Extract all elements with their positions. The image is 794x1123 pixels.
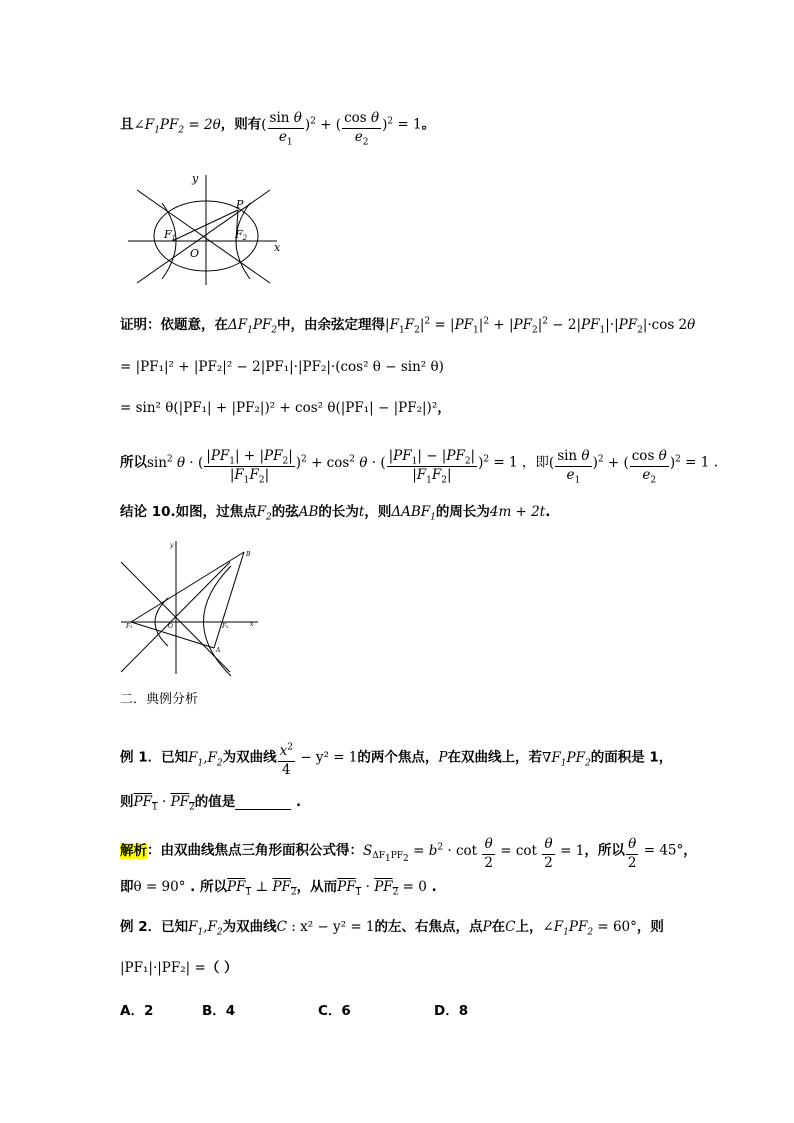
text: 上， — [515, 919, 543, 935]
math: P — [438, 749, 448, 766]
text: 例 1．已知 — [120, 749, 189, 766]
y-label: y — [170, 542, 174, 549]
text: 的弦 — [271, 504, 299, 520]
section-heading: 二．典例分析 — [120, 692, 199, 707]
text: 的长为 — [318, 504, 359, 520]
proof-line-1: 证明：依题意，在$\Delta F_1PF_2$中，由余弦定理得$|F_1F_2|^2 = |PF_1|^2 + |PF_2|^2 - 2|PF_1|\cdot|PF_2|\cdot\cos$ 2θ — [120, 316, 696, 336]
text: 例 2．已知 — [120, 919, 189, 935]
math: AB — [298, 504, 319, 520]
point-p: P — [236, 198, 244, 211]
math: − y² = 1 — [295, 749, 358, 766]
answer-blank[interactable] — [235, 797, 291, 810]
figure-ellipse-hyperbola — [122, 165, 292, 290]
point-f1: F₁ — [126, 623, 133, 630]
figure-hyperbola-chord — [118, 538, 263, 678]
proof-line-2: = |PF₁|² + |PF₂|² − 2|PF₁|·|PF₂|·(cos² θ − sin² θ) — [120, 359, 444, 375]
math: F — [188, 919, 198, 935]
text: 的周长为 — [435, 504, 490, 520]
sub: 2 — [271, 325, 278, 336]
text: 即 — [120, 879, 134, 895]
math: F — [256, 504, 266, 520]
proof-line-3 — [120, 402, 451, 416]
option-a[interactable]: A．2 — [120, 1003, 154, 1019]
proof-line-4: 所以$\sin^2 \theta$ · ( $\frac{|PF_1| + |PF_2|}{|F_1F_2|}$ )$^2 + \cos^2 \theta$ · ( $\frac{|PF_1| - |PF_2|}{|F_1F_2|}$ )$^2$ = 1 ，即( $\frac{\text{sin θ}}{e_1}$ )$^2$ + ( $\frac{\text{cos θ}}{e_2}$ )$^2$ = 1 . — [120, 448, 718, 486]
math: P — [482, 919, 492, 935]
text: 在 — [491, 919, 506, 935]
math: |PF₁|·|PF₂| = — [120, 960, 206, 976]
sub: 1 — [430, 512, 436, 523]
option-b[interactable]: B．4 — [202, 1003, 236, 1019]
text: ，从而 — [296, 879, 338, 895]
sub: 2 — [216, 927, 223, 938]
math: PF — [568, 919, 588, 935]
text: . — [291, 794, 302, 810]
point-f2: F2 — [235, 228, 248, 242]
text: . — [426, 879, 437, 895]
math: : x² − y² = 1 — [286, 919, 375, 935]
example-1-statement: 例 1．已知$F_1,F_2$为双曲线 $\frac{x^2}{4}$ − y² = 1的两个焦点，P在双曲线上，若$\nabla F_1PF_2$的面积是 1， — [120, 742, 673, 778]
origin: O — [168, 623, 173, 630]
example-1-solution: 解析：由双曲线焦点三角形面积公式得：$S_{\Delta F_1PF_2} = b^2 \cdot \cot$ $\frac{\theta}{2}$ = cot $\frac{\theta}{2}$ = 1，所以 $\frac{\theta}{2}$ = 45°， — [120, 836, 697, 871]
text: . 所以 — [185, 879, 227, 895]
math: = 45° — [639, 842, 684, 859]
option-c[interactable]: C．6 — [318, 1003, 351, 1019]
point-a: A — [216, 647, 221, 654]
y-label: y — [192, 172, 199, 185]
text: 的值是 — [194, 794, 236, 810]
text: 证明：依题意，在 — [120, 317, 228, 333]
math: C — [276, 919, 287, 935]
example-2-statement: 例 2．已知$F_1,F_2$为双曲线C : x² − y² = 1的左、右焦点，点P在C上，$\angle F_1PF_2 = 60^\circ$，则 — [120, 919, 664, 938]
math: 4m + 2t — [489, 504, 546, 520]
text: 的左、右焦点，点 — [374, 919, 483, 935]
math: = 0 — [398, 879, 427, 895]
text: 的两个焦点， — [357, 749, 439, 766]
text: ， — [437, 400, 451, 416]
sub: 1 — [247, 325, 253, 336]
math: = 60° — [593, 919, 637, 935]
math: θ = 90° — [133, 879, 186, 895]
example-1-conclusion: 即θ = 90° . 所以$PF_1$ ⊥ $PF_2$，从而$PF_1 \cdot PF_2 = 0$ . — [120, 879, 437, 898]
text: 且 — [120, 116, 134, 133]
text: ，则 — [636, 919, 664, 935]
origin: O — [190, 247, 200, 260]
math: F — [188, 749, 198, 766]
math: , — [203, 749, 208, 766]
math: = 1 . — [680, 454, 718, 471]
text: 为双曲线 — [222, 749, 277, 766]
text: 。 — [421, 116, 436, 133]
sub: 1 — [154, 125, 160, 136]
solution-label: 解析 — [120, 842, 147, 859]
line-angle-condition: 且$\angle F_1PF_2 = 2\theta$，则有( $\frac{\text{sin θ}}{e_1}$ )$^2$ + ( $\frac{\text{cos θ}}{e_2}$ )$^2$ = 1。 — [120, 110, 436, 148]
sub: 1 — [197, 758, 204, 769]
math: ΔF — [228, 317, 248, 333]
text: 在双曲线上，若 — [447, 749, 542, 766]
sub: 2 — [178, 125, 185, 136]
text: 所以 — [120, 454, 147, 471]
math: = sin² θ(|PF₁| + |PF₂|)² + cos² θ(|PF₁| − |PF₂|)² — [120, 400, 438, 416]
text: 为双曲线 — [222, 919, 277, 935]
text: 中，由余弦定理得 — [277, 317, 386, 333]
math: ∠F — [133, 116, 155, 133]
text: 则 — [120, 794, 134, 810]
math: = 2θ — [184, 116, 221, 133]
segment-f1b — [131, 552, 244, 622]
text: ，则 — [364, 504, 392, 520]
example-1-question: 则$PF_1 \cdot PF_2$的值是 . — [120, 794, 302, 813]
text: . — [545, 504, 551, 520]
math: t — [358, 504, 365, 520]
point-f1: F1 — [164, 228, 177, 242]
text: ， — [683, 842, 697, 859]
math: , — [203, 919, 208, 935]
x-label: x — [250, 621, 254, 628]
conclusion-10 — [120, 504, 551, 523]
point-b: B — [246, 551, 251, 558]
text: 结论 10.如图，过焦点 — [120, 504, 257, 520]
option-d[interactable]: D．8 — [434, 1003, 469, 1019]
sub: 2 — [266, 512, 272, 523]
point-f2: F₂ — [222, 623, 229, 630]
math: = 1 ，即 — [489, 454, 549, 471]
math: C — [505, 919, 516, 935]
text: ，所以 — [584, 842, 625, 859]
segment-pf1 — [172, 210, 238, 241]
text: （ ） — [205, 960, 238, 976]
sub: 2 — [216, 758, 223, 769]
text: 的面积是 1， — [590, 749, 673, 766]
chord-ab — [214, 552, 244, 648]
sub: 1 — [197, 927, 204, 938]
math: PF — [159, 116, 179, 133]
example-2-question — [120, 962, 238, 976]
math: PF — [566, 749, 585, 766]
math: ΔABF — [391, 504, 431, 520]
math: ∇F — [541, 749, 561, 766]
right-branch — [204, 566, 232, 676]
text: ，则有 — [220, 116, 262, 133]
text: ：由双曲线焦点三角形面积公式得： — [147, 842, 363, 859]
math: = 1 — [393, 116, 422, 133]
x-label: x — [274, 241, 281, 254]
math: ∠F — [542, 919, 564, 935]
math: PF — [252, 317, 272, 333]
